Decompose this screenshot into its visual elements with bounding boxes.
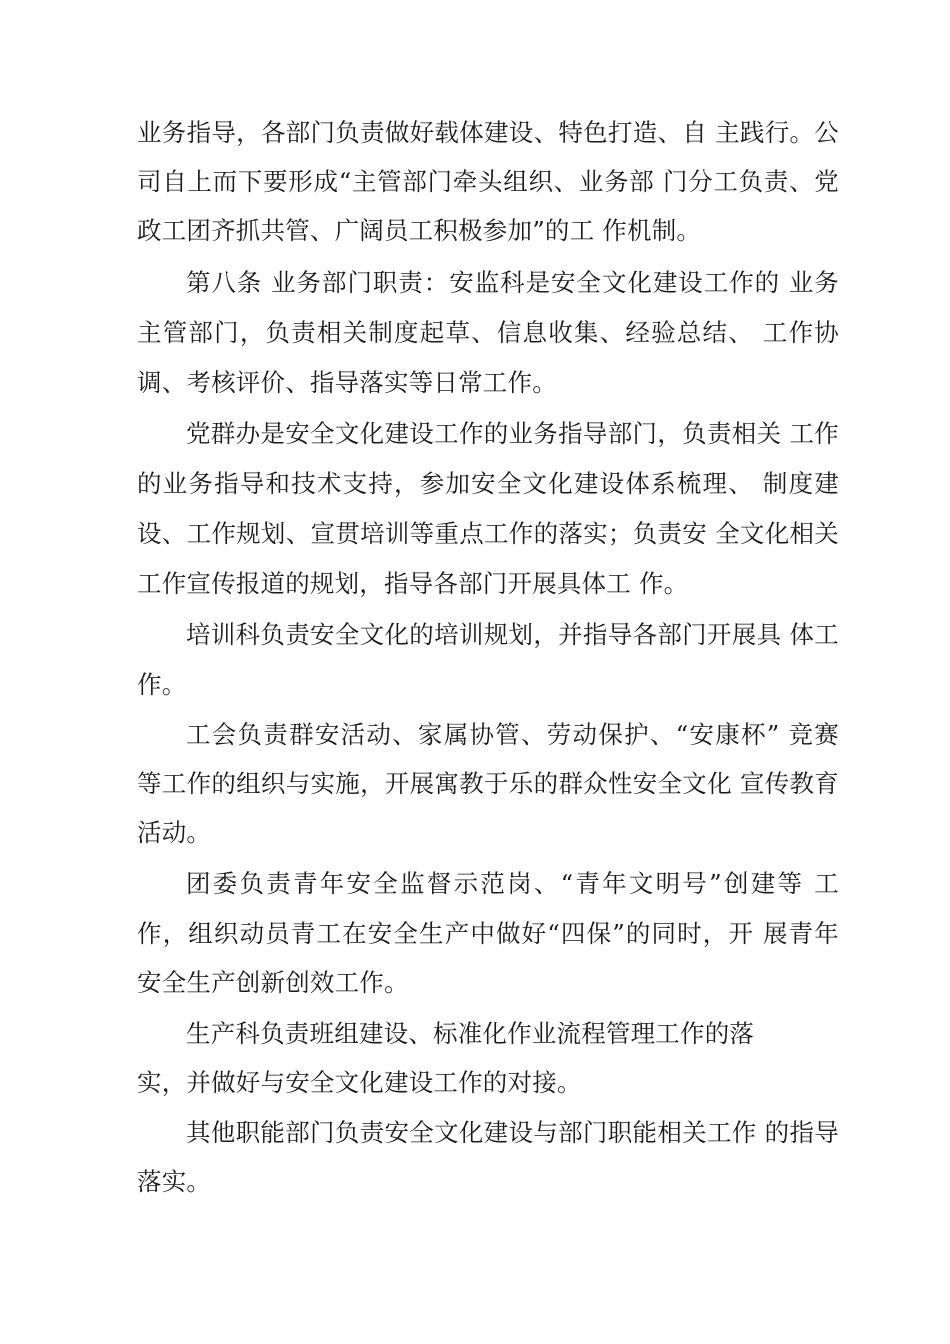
text-line: 落实。 xyxy=(137,1167,212,1196)
text-line: 作，组织动员青工在安全生产中做好“四保”的同时，开 展青年 xyxy=(137,919,839,948)
text-line: 司自上而下要形成“主管部门牵头组织、业务部 门分工负责、党 xyxy=(137,167,839,196)
text-line: 安全生产创新创效工作。 xyxy=(137,968,409,997)
text-line: 团委负责青年安全监督示范岗、“青年文明号”创建等 工 xyxy=(186,869,839,898)
text-line: 主管部门，负责相关制度起草、信息收集、经验总结、 工作协 xyxy=(137,318,839,347)
text-line: 生产科负责班组建设、标准化作业流程管理工作的落 xyxy=(186,1019,755,1048)
text-line: 实，并做好与安全文化建设工作的对接。 xyxy=(137,1068,582,1097)
text-line: 作。 xyxy=(137,670,187,699)
text-line: 活动。 xyxy=(137,818,212,847)
text-line: 设、工作规划、宣贯培训等重点工作的落实；负责安 全文化相关 xyxy=(137,519,839,548)
text-line: 培训科负责安全文化的培训规划，并指导各部门开展具 体工 xyxy=(186,620,839,649)
text-line: 业务指导，各部门负责做好载体建设、特色打造、自 主践行。公 xyxy=(137,118,839,147)
text-line: 第八条 业务部门职责：安监科是安全文化建设工作的 业务 xyxy=(186,268,839,297)
text-line: 调、考核评价、指导落实等日常工作。 xyxy=(137,368,557,397)
text-line: 其他职能部门负责安全文化建设与部门职能相关工作 的指导 xyxy=(186,1118,839,1147)
text-line: 政工团齐抓共管、广阔员工积极参加”的工 作机制。 xyxy=(137,216,702,245)
text-line: 工会负责群安活动、家属协管、劳动保护、“安康杯” 竞赛 xyxy=(186,720,839,749)
text-line: 工作宣传报道的规划，指导各部门开展具体工 作。 xyxy=(137,569,689,598)
text-line: 的业务指导和技术支持，参加安全文化建设体系梳理、 制度建 xyxy=(137,469,839,498)
text-line: 党群办是安全文化建设工作的业务指导部门，负责相关 工作 xyxy=(186,419,839,448)
text-line: 等工作的组织与实施，开展寓教于乐的群众性安全文化 宣传教育 xyxy=(137,769,839,798)
